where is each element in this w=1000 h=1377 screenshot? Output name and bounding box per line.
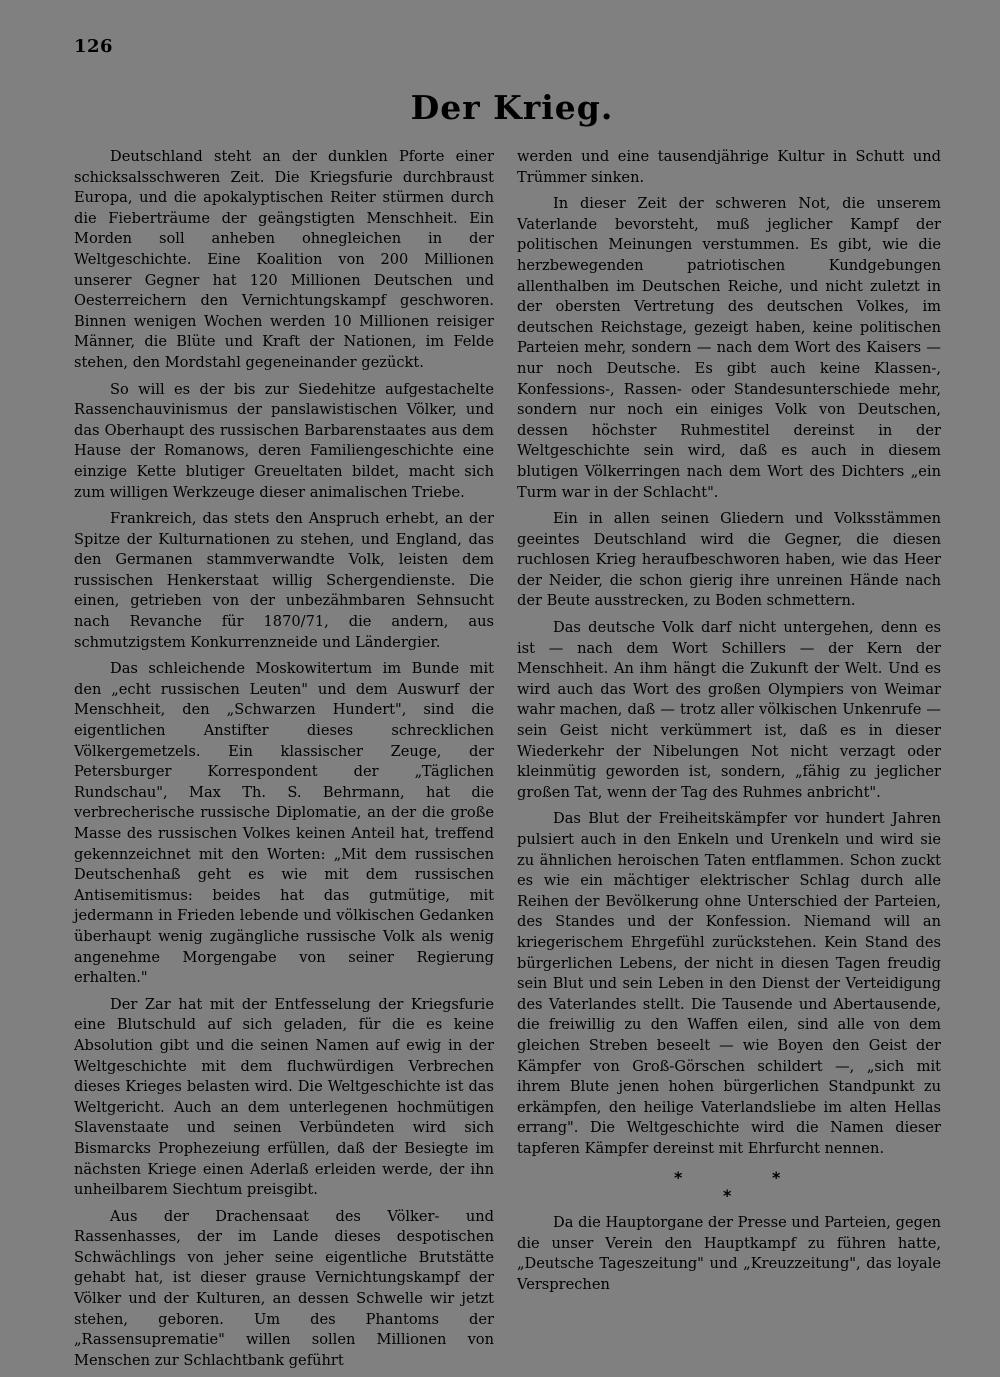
- paragraph: Da die Hauptorgane der Presse und Parteien, gegen die unser Verein den Hauptkampf zu führen hatte, „Deutsche Tageszeitung" und „Kreuzzeitung", das loyale Versprechen: [517, 1214, 941, 1293]
- page-number: 126: [74, 36, 114, 57]
- article-title: Der Krieg.: [410, 88, 614, 127]
- paragraph: Deutschland steht an der dunklen Pforte einer schicksalsschweren Zeit. Die Kriegsfurie durchbraust Europa, und die apokalyptischen Reiter stürmen durch die Fieberträume der geängstigten Menschheit. Ein Morden soll anheben ohnegleichen in der Weltgeschichte. Eine Koalition von 200 Millionen unserer Gegner hat 120 Millionen Deutschen und Oesterreichern den Vernichtungskampf geschworen. Binnen wenigen Wochen werden 10 Millionen reisiger Männer, die Blüte und Kraft der Nationen, im Felde stehen, den Mordstahl gegeneinander gezückt.: [74, 148, 494, 371]
- paragraph: Aus der Drachensaat des Völker- und Rassenhasses, der im Lande dieses despotischen Schwächlings von jeher seine eigentliche Brutstätte gehabt hat, ist dieser grause Vernichtungskampf der Völker und der Kulturen, an dessen Schwelle wir jetzt stehen, geboren. Um des Phantoms der „Rassensuprematie" willen sollen Millionen von Menschen zur Schlachtbank geführt: [74, 1207, 494, 1369]
- paragraph: Frankreich, das stets den Anspruch erhebt, an der Spitze der Kulturnationen zu stehen, und England, das den Germanen stammverwandte Volk, leisten dem russischen Henkerstaat willig Schergendienste. Die einen, getrieben von der unbezähmbaren Sehnsucht nach Revanche für 1870/71, die andern, aus schmutzigstem Konkurrenzneide und Ländergier.: [74, 510, 494, 651]
- paragraph: werden und eine tausendjährige Kultur in Schutt und Trümmer sinken.: [517, 148, 941, 186]
- left-column: [74, 147, 494, 1377]
- right-column: [517, 147, 941, 1166]
- paragraph: Das Blut der Freiheitskämpfer vor hundert Jahren pulsiert auch in den Enkeln und Urenkeln und wird sie zu ähnlichen heroischen Taten entflammen. Schon zuckt es wie ein mächtiger elektrischer Schlag durch alle Reihen der Bevölkerung ohne Unterschied der Parteien, des Standes und der Konfession. Niemand will an kriegerischem Ehrgefühl zurückstehen. Kein Stand des bürgerlichen Lebens, der nicht in diesen Tagen freudig sein Blut und sein Leben in den Dienst der Verteidigung des Vaterlandes stellt. Die Tausende und Abertausende, die freiwillig zu den Waffen eilen, sind alle von dem gleichen Streben beseelt — wie Boyen den Geist der Kämpfer von Groß-Görschen schildert —, „sich mit ihrem Blute jenen hohen bürgerlichen Standpunkt zu erkämpfen, den heilige Vaterlandsliebe im alten Hellas errang". Die Weltgeschichte wird die Namen dieser tapferen Kämpfer dereinst mit Ehrfurcht nennen.: [517, 810, 941, 1157]
- paragraph: In dieser Zeit der schweren Not, die unserem Vaterlande bevorsteht, muß jeglicher Kampf der politischen Meinungen verstummen. Es gibt, wie die herzbewegenden patriotischen Kundgebungen allenthalben im Deutschen Reiche, und nicht zuletzt in der obersten Vertretung des deutschen Volkes, im deutschen Reichstage, gezeigt haben, keine politischen Parteien mehr, sondern — nach dem Wort des Kaisers — nur noch Deutsche. Es gibt auch keine Klassen-, Konfessions-, Rassen- oder Standesunterschiede mehr, sondern nur noch ein einiges Volk von Deutschen, dessen höchster Ruhmestitel dereinst in der Weltgeschichte sein wird, daß es auch in diesem blutigen Völkerringen nach dem Wort des Dichters „ein Turm war in der Schlacht".: [517, 195, 941, 501]
- asterisk: *: [723, 1186, 732, 1205]
- paragraph: Das schleichende Moskowitertum im Bunde mit den „echt russischen Leuten" und dem Auswurf der Menschheit, den „Schwarzen Hundert", sind die eigentlichen Anstifter dieses schrecklichen Völkergemetzels. Ein klassischer Zeuge, der Petersburger Korrespondent der „Täglichen Rundschau", Max Th. S. Behrmann, hat die verbrecherische russische Diplomatie, an der die große Masse des russischen Volkes keinen Anteil hat, treffend gekennzeichnet mit den Worten: „Mit dem russischen Deutschenhaß geht es wie mit dem russischen Antisemitismus: beides hat das gutmütige, mit jedermann in Frieden lebende und völkischen Gedanken überhaupt wenig zugängliche russische Volk als wenig angenehme Morgengabe von seiner Regierung erhalten.": [74, 660, 494, 987]
- paragraph: Ein in allen seinen Gliedern und Volksstämmen geeintes Deutschland wird die Gegner, die diesen ruchlosen Krieg heraufbeschworen haben, wie das Heer der Neider, die schon gierig ihre unreinen Hände nach der Beute ausstrecken, zu Boden schmettern.: [517, 510, 941, 610]
- section-separator: [660, 1168, 800, 1208]
- paragraph: So will es der bis zur Siedehitze aufgestachelte Rassenchauvinismus der panslawistischen Völker, und das Oberhaupt des russischen Barbarenstaates aus dem Hause der Romanows, deren Familiengeschichte eine einzige Kette blutiger Greueltaten bildet, macht sich zum willigen Werkzeuge dieser animalischen Triebe.: [74, 380, 494, 501]
- asterisk: *: [674, 1168, 683, 1187]
- closing-section: [517, 1213, 941, 1295]
- paragraph: Das deutsche Volk darf nicht untergehen, denn es ist — nach dem Wort Schillers — der Kern der Menschheit. An ihm hängt die Zukunft der Welt. Und es wird auch das Wort des großen Olympiers von Weimar wahr machen, daß — trotz aller völkischen Unkenrufe — sein Geist nicht verkümmert ist, daß es in dieser Wiederkehr der Nibelungen Not nicht verzagt oder kleinmütig geworden ist, sondern, „fähig zu jeglicher großen Tat, wenn der Tag des Ruhmes anbricht".: [517, 619, 941, 801]
- paragraph: Der Zar hat mit der Entfesselung der Kriegsfurie eine Blutschuld auf sich geladen, für die es keine Absolution gibt und die seinen Namen auf ewig in der Weltgeschichte mit dem fluchwürdigen Verbrechen dieses Krieges belasten wird. Die Weltgeschichte ist das Weltgericht. Auch an dem unterlegenen hochmütigen Slavenstaate und seinen Verbündeten wird sich Bismarcks Prophezeiung erfüllen, daß der Besiegte im nächsten Kriege einen Aderlaß erleiden werde, der ihn unheilbarem Siechtum preisgibt.: [74, 995, 494, 1199]
- asterisk: *: [772, 1168, 781, 1187]
